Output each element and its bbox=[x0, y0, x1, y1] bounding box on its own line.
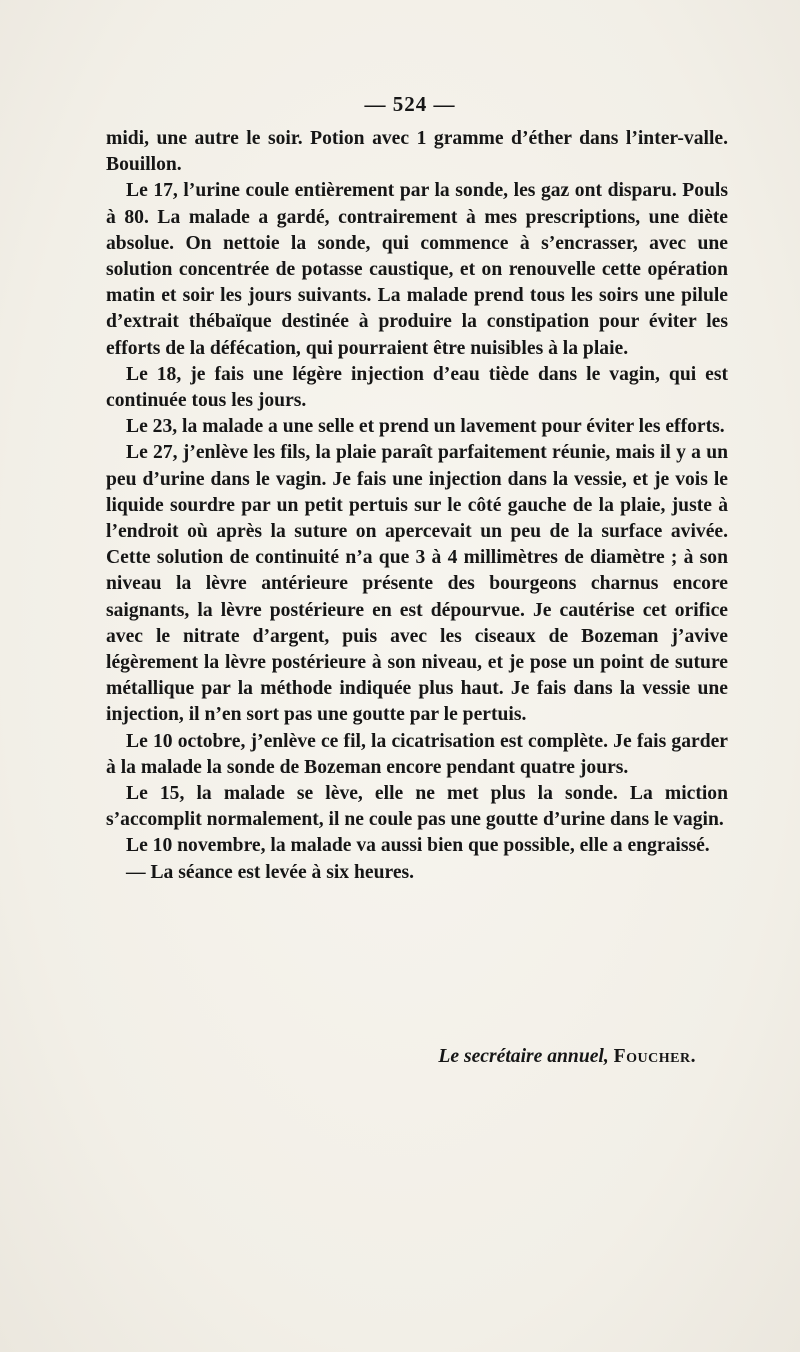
signature-name: Foucher. bbox=[613, 1046, 696, 1067]
paragraph: Le 10 octobre, j’enlève ce fil, la cicatrisation est complète. Je fais garder à la malade la sonde de Bozeman encore pendant quatre jours. bbox=[106, 730, 728, 778]
signature-role: Le secrétaire annuel, bbox=[438, 1046, 609, 1067]
signature bbox=[0, 1046, 696, 1068]
paragraph: Le 18, je fais une légère injection d’eau tiède dans le vagin, qui est continuée tous les jours. bbox=[106, 363, 728, 412]
page-number: — 524 — bbox=[364, 92, 456, 116]
paragraph: Le 27, j’enlève les fils, la plaie paraît parfaitement réunie, mais il y a un peu d’urine dans le vagin. Je fais une injection dans la vessie, et je vois le liquide sourdre par un petit pertuis sur le côté gauche de la plaie, juste à l’endroit où après la suture on apercevait un peu de la surface avivée. Cette solution de continuité n’a que 3 à 4 millimètres de diamètre ; à son niveau la lèvre antérieure présente des bourgeons charnus encore saignants, la lèvre postérieure en est dépourvue. Je cautérise cet orifice avec le nitrate d’argent, puis avec les ciseaux de Bozeman j’avive légèrement la lèvre postérieure à son niveau, et je pose un point de suture métallique par la méthode indiquée plus haut. Je fais dans la vessie une injection, il n’en sort pas une goutte par le pertuis. bbox=[106, 442, 728, 726]
body-text bbox=[106, 126, 728, 886]
paragraph: Le 15, la malade se lève, elle ne met plus la sonde. La miction s’accomplit normalement, il ne coule pas une goutte d’urine dans le vagin. bbox=[106, 783, 728, 831]
paragraph: Le 23, la malade a une selle et prend un lavement pour éviter les efforts. bbox=[126, 416, 725, 438]
paragraph: Le 10 novembre, la malade va aussi bien que possible, elle a engraissé. bbox=[126, 835, 710, 857]
closing-line: — La séance est levée à six heures. bbox=[126, 861, 415, 883]
paragraph: Le 17, l’urine coule entièrement par la sonde, les gaz ont disparu. Pouls à 80. La malade a gardé, contrairement à mes prescriptions, une diète absolue. On nettoie la sonde, qui commence à s’encrasser, avec une solution concentrée de potasse caustique, et on renouvelle cette opération matin et soir les jours suivants. La malade prend tous les soirs une pilule d’extrait thébaïque destinée à produire la constipation pour éviter les efforts de la défécation, qui pourraient être nuisibles à la plaie. bbox=[106, 180, 728, 359]
paragraph: midi, une autre le soir. Potion avec 1 gramme d’éther dans l’inter-valle. Bouillon. bbox=[106, 128, 728, 176]
